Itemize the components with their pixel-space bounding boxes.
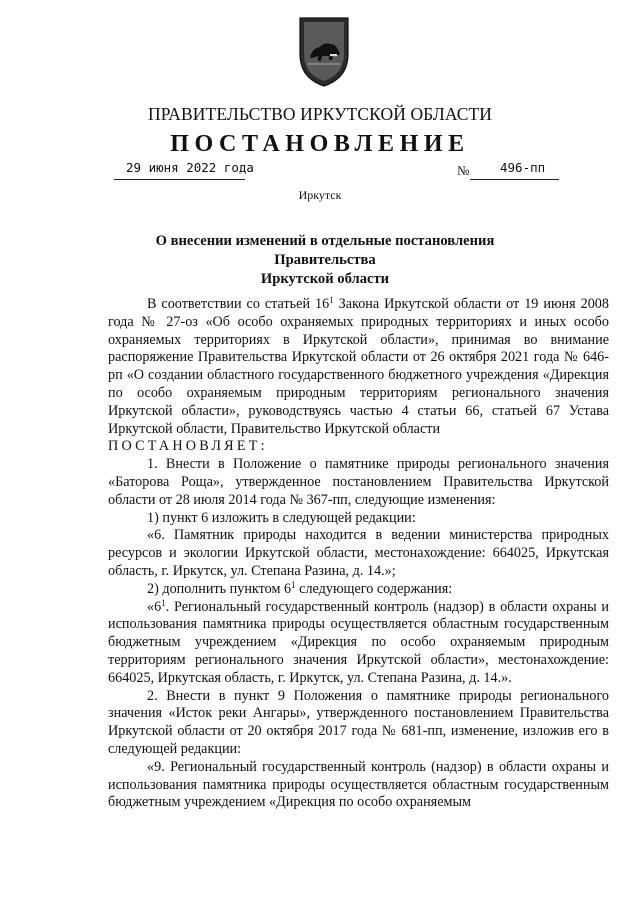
- preamble-superscript: 1: [329, 295, 334, 305]
- document-number: 496-пп: [500, 160, 546, 175]
- preamble-paragraph: [108, 296, 609, 438]
- subitem-2-quote-superscript: 1: [161, 597, 166, 608]
- number-sign: №: [457, 163, 470, 178]
- document-body: [108, 296, 609, 812]
- date-underline: [114, 179, 245, 180]
- number-underline: [470, 179, 559, 180]
- item-1-subitem-1: 1) пункт 6 изложить в следующей редакции:: [147, 509, 416, 526]
- item-2-text: «9. Региональный государственный контроль (надзор) в области охраны и использования памятника природы осуществляется областным государственным бюджетным учреждением «Дирекция по особо охраняемым: [108, 758, 609, 811]
- document-type: ПОСТАНОВЛЕНИЕ: [170, 131, 470, 157]
- organization-name: ПРАВИТЕЛЬСТВО ИРКУТСКОЙ ОБЛАСТИ: [147, 104, 493, 124]
- preamble-text-b: Закона Иркутской области от 19 июня 2008 года № 27-оз «Об особо охраняемых природных территориях и иных особо охраняемых территориях в Иркутской области», принимая во внимание распоряжение Правительства Иркутской области от 26 октября 2021 года № 646-рп «О создании областного государственного бюджетного учреждения «Дирекция по особо охраняемым природным территориям регионального значения Иркутской области», руководствуясь частью 4 статьи 66, статьей 67 Устава Иркутской области, Правительство Иркутской области: [108, 296, 609, 437]
- subitem-2-quote-b: . Региональный государственный контроль (надзор) в области охраны и использования памятника природы осуществляется областным государственным бюджетным учреждением «Дирекция по особо охраняемым природным территориям регионального значения Иркутской области», местонахождение: 664025, Иркутская область, г. Иркутск, ул. Степана Разина, д. 14.».: [108, 598, 609, 686]
- document-date: 29 июня 2022 года: [126, 160, 254, 175]
- subitem-2-text-a: 2) дополнить пунктом 6: [147, 580, 292, 597]
- item-1-subitem-1-text: «6. Памятник природы находится в ведении министерства природных ресурсов и экологии Иркутской области, местонахождение: 664025, Иркутская область, г. Иркутск, ул. Степана Разина, д. 14.»;: [108, 527, 609, 579]
- item-2: 2. Внести в пункт 9 Положения о памятнике природы регионального значения «Исток реки Ангары», утвержденного постановлением Правительства Иркутской области от 20 октября 2017 года № 681-пп, изменение, изложив его в следующей редакции:: [108, 687, 609, 757]
- preamble-text-a: В соответствии со статьей 16: [147, 296, 330, 312]
- document-title: [120, 232, 530, 289]
- coat-of-arms-icon: [296, 14, 352, 88]
- item-1: 1. Внести в Положение о памятнике природы регионального значения «Баторова Роща», утвержденное постановлением Правительства Иркутской области от 28 июля 2014 года № 367-пп, следующие изменения:: [108, 456, 609, 508]
- title-line-2: Иркутской области: [260, 271, 390, 287]
- decree-heading: ПОСТАНОВЛЯЕТ:: [108, 438, 268, 455]
- item-1-subitem-2: [108, 581, 609, 599]
- subitem-2-quote-a: «6: [147, 598, 162, 615]
- subitem-2-superscript: 1: [291, 579, 296, 590]
- subitem-2-text-b: следующего содержания:: [295, 580, 453, 597]
- item-1-subitem-2-text: [108, 599, 609, 688]
- city-label: Иркутск: [298, 188, 342, 202]
- title-line-1: О внесении изменений в отдельные постановления Правительства: [155, 233, 495, 268]
